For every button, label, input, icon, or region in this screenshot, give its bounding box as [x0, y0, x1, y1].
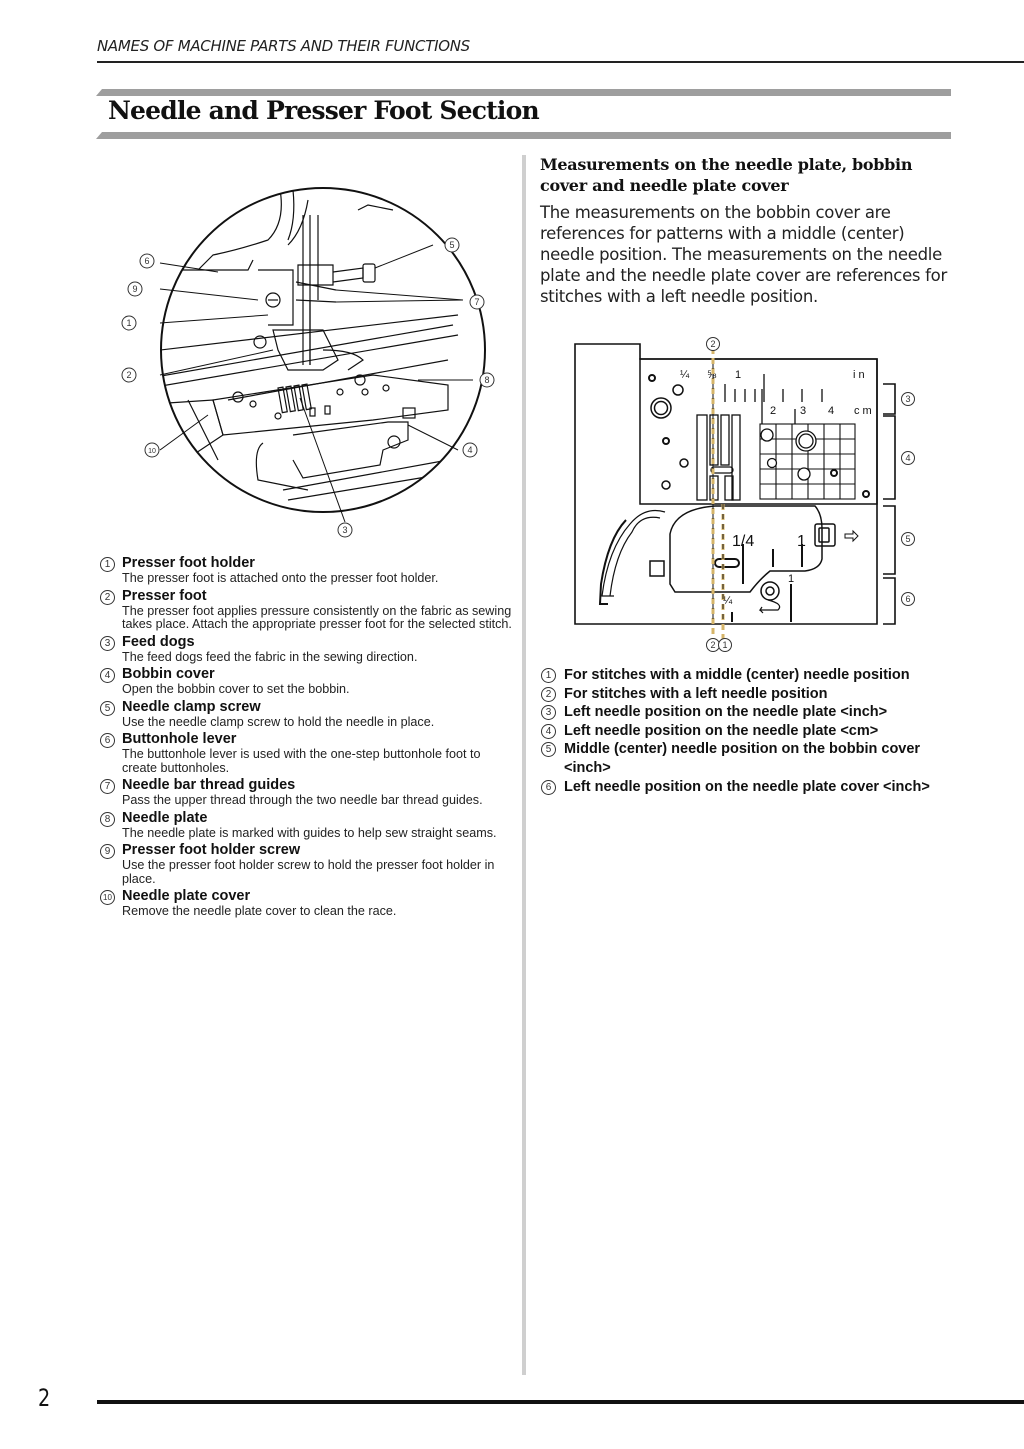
running-head: NAMES OF MACHINE PARTS AND THEIR FUNCTIONS: [97, 37, 470, 55]
callout-number: 1: [541, 668, 556, 683]
svg-text:9: 9: [132, 284, 138, 294]
svg-text:⅝: ⅝: [707, 369, 717, 381]
section-bar-top: [96, 89, 951, 96]
bottom-rule: [97, 1400, 1024, 1404]
callout-number: 10: [100, 890, 115, 905]
part-description: The needle plate is marked with guides to help sew straight seams.: [122, 825, 497, 840]
part-description: Use the needle clamp screw to hold the needle in place.: [122, 714, 435, 729]
part-name: Presser foot: [122, 587, 207, 604]
part-description: The buttonhole lever is used with the one-step buttonhole foot to create buttonholes.: [122, 747, 481, 775]
svg-text:2: 2: [126, 370, 132, 380]
measurements-description: The measurements on the bobbin cover are references for patterns with a middle (center) needle position. The measurements on the needle plate and the needle plate cover are references for stitches with a left needle position.: [540, 203, 947, 306]
svg-text:8: 8: [484, 375, 490, 385]
svg-text:1: 1: [126, 318, 132, 328]
legend-text: Left needle position on the needle plate <inch>: [564, 704, 888, 721]
callout-number: 1: [100, 557, 115, 572]
svg-text:1: 1: [788, 573, 795, 585]
part-item: [104, 842, 517, 886]
svg-text:i n: i n: [853, 369, 865, 381]
part-name: Needle clamp screw: [122, 698, 261, 715]
part-item: [104, 633, 517, 665]
section-title: Needle and Presser Foot Section: [108, 96, 539, 125]
part-item: [104, 777, 517, 808]
top-rule: [97, 61, 1024, 63]
legend-item: [540, 778, 970, 797]
callout-number: 7: [100, 779, 115, 794]
legend-item: [540, 740, 970, 777]
legend-text: Left needle position on the needle plate <cm>: [564, 722, 879, 739]
part-description: The presser foot applies pressure consistently on the fabric as sewing takes place. Attach the appropriate presser foot for the selected stitch.: [122, 603, 512, 631]
svg-text:7: 7: [474, 297, 480, 307]
part-description: Use the presser foot holder screw to hold the presser foot holder in place.: [122, 858, 495, 886]
callout-number: 2: [541, 687, 556, 702]
part-description: Open the bobbin cover to set the bobbin.: [122, 682, 350, 696]
page-number: 2: [38, 1384, 51, 1412]
callout-number: 3: [541, 705, 556, 720]
svg-text:4: 4: [905, 453, 911, 463]
svg-text:4: 4: [828, 405, 835, 417]
svg-text:¼: ¼: [723, 595, 733, 607]
svg-text:3: 3: [800, 405, 807, 417]
callout-number: 5: [100, 701, 115, 716]
part-description: The presser foot is attached onto the presser foot holder.: [122, 571, 439, 585]
part-description: Pass the upper thread through the two needle bar thread guides.: [122, 793, 483, 807]
legend-text: For stitches with a middle (center) needle position: [564, 667, 910, 683]
section-bar-bottom: [96, 132, 951, 139]
part-name: Feed dogs: [122, 633, 195, 650]
legend-item: [540, 703, 970, 722]
callout-number: 6: [541, 780, 556, 795]
part-name: Bobbin cover: [122, 666, 215, 682]
callout-number: 3: [100, 636, 115, 651]
svg-text:6: 6: [905, 594, 911, 604]
measurement-legend: [540, 666, 970, 796]
part-name: Presser foot holder: [122, 555, 255, 571]
legend-item: [540, 666, 970, 685]
svg-text:¼: ¼: [680, 369, 690, 381]
part-item: [103, 888, 517, 919]
svg-text:2: 2: [770, 405, 777, 417]
part-item: [104, 555, 517, 586]
callout-number: 5: [541, 742, 556, 757]
callout-number: 6: [100, 733, 115, 748]
legend-item: [540, 722, 970, 741]
svg-text:2: 2: [710, 640, 716, 650]
callout-number: 2: [100, 590, 115, 605]
part-name: Presser foot holder screw: [122, 842, 301, 858]
part-name: Needle plate cover: [122, 888, 251, 904]
part-name: Needle plate: [122, 809, 208, 826]
callout-number: 9: [100, 844, 115, 859]
svg-text:5: 5: [449, 240, 455, 250]
measurements-heading: Measurements on the needle plate, bobbin cover and needle plate cover: [540, 155, 913, 195]
svg-text:4: 4: [467, 445, 473, 455]
callout-number: 4: [100, 668, 115, 683]
part-item: [104, 731, 517, 775]
svg-text:3: 3: [342, 525, 348, 535]
callout-number: 8: [100, 812, 115, 827]
svg-text:c m: c m: [854, 405, 872, 417]
svg-text:1: 1: [735, 369, 742, 381]
svg-text:1: 1: [722, 640, 728, 650]
svg-text:1: 1: [797, 533, 806, 550]
legend-item: [540, 685, 970, 704]
svg-text:1/4: 1/4: [732, 533, 755, 550]
svg-text:6: 6: [144, 256, 150, 266]
part-item: [104, 809, 517, 841]
svg-text:5: 5: [905, 534, 911, 544]
legend-text: Left needle position on the needle plate cover <inch>: [564, 778, 930, 795]
svg-text:3: 3: [905, 394, 911, 404]
column-divider: [522, 155, 526, 1375]
measurement-guides-diagram: [570, 334, 930, 654]
legend-text: For stitches with a left needle position: [564, 685, 828, 702]
part-description: The feed dogs feed the fabric in the sewing direction.: [122, 649, 418, 664]
svg-text:2: 2: [710, 339, 716, 349]
part-item: [104, 587, 517, 632]
needle-presser-foot-diagram: [118, 160, 502, 544]
part-item: [104, 666, 517, 697]
part-description: Remove the needle plate cover to clean the race.: [122, 904, 397, 918]
parts-list: [103, 555, 517, 921]
part-item: [104, 698, 517, 730]
part-name: Buttonhole lever: [122, 731, 237, 747]
legend-text: Middle (center) needle position on the bobbin cover <inch>: [564, 741, 921, 776]
callout-number: 4: [541, 724, 556, 739]
svg-text:10: 10: [148, 448, 156, 455]
part-name: Needle bar thread guides: [122, 777, 296, 793]
